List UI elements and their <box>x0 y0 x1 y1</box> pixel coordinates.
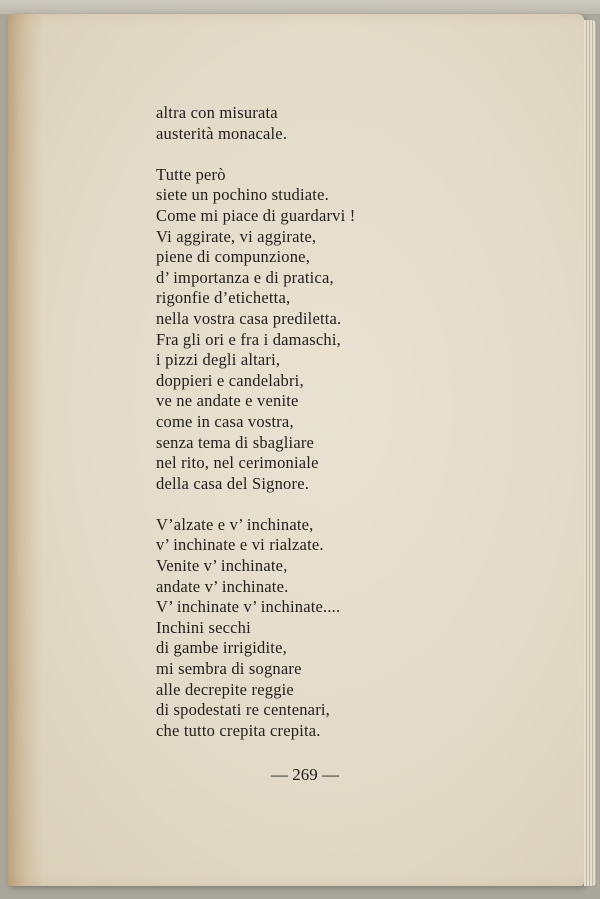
poem-text <box>156 103 355 762</box>
background-surface <box>0 0 600 14</box>
poem-line: Tutte però <box>156 164 226 184</box>
poem-line: Venite v’ inchinate, <box>156 556 288 576</box>
poem-line: senza tema di sbagliare <box>156 432 315 452</box>
poem-line: mi sembra di sognare <box>156 659 302 679</box>
poem-line: di gambe irrigidite, <box>156 638 287 658</box>
stanza-2 <box>156 165 355 495</box>
poem-line: austerità monacale. <box>156 123 288 143</box>
stanza-1 <box>156 103 355 144</box>
poem-line: di spodestati re centenari, <box>156 700 331 720</box>
poem-line: della casa del Signore. <box>156 473 310 493</box>
poem-line: altra con misurata <box>156 103 278 122</box>
poem-line: siete un pochino studiate. <box>156 185 329 205</box>
poem-line: nel rito, nel cerimoniale <box>156 453 319 473</box>
poem-line: che tutto crepita crepita. <box>156 720 321 740</box>
poem-line: Vi aggirate, vi aggirate, <box>156 226 317 246</box>
poem-line: nella vostra casa prediletta. <box>156 308 342 328</box>
poem-line: piene di compunzione, <box>156 247 311 267</box>
poem-line: Come mi piace di guardarvi ! <box>156 205 356 225</box>
page-edges <box>584 20 596 886</box>
poem-line: V’alzate e v’ inchinate, <box>156 514 314 534</box>
poem-line: Inchini secchi <box>156 617 251 637</box>
poem-line: rigonfie d’etichetta, <box>156 288 291 308</box>
page-number: — 269 — <box>271 765 339 784</box>
poem-line: andate v’ inchinate. <box>156 576 289 596</box>
poem-line: i pizzi degli altari, <box>156 350 281 370</box>
poem-line: d’ importanza e di pratica, <box>156 267 334 287</box>
poem-line: Fra gli ori e fra i damaschi, <box>156 329 341 349</box>
poem-line: alle decrepite reggie <box>156 679 294 699</box>
poem-line: come in casa vostra, <box>156 411 294 431</box>
poem-line: v’ inchinate e vi rialzate. <box>156 535 324 555</box>
stanza-3 <box>156 515 355 742</box>
poem-line: doppieri e candelabri, <box>156 370 304 390</box>
poem-line: ve ne andate e venite <box>156 391 299 411</box>
poem-line: V’ inchinate v’ inchinate.... <box>156 597 341 617</box>
